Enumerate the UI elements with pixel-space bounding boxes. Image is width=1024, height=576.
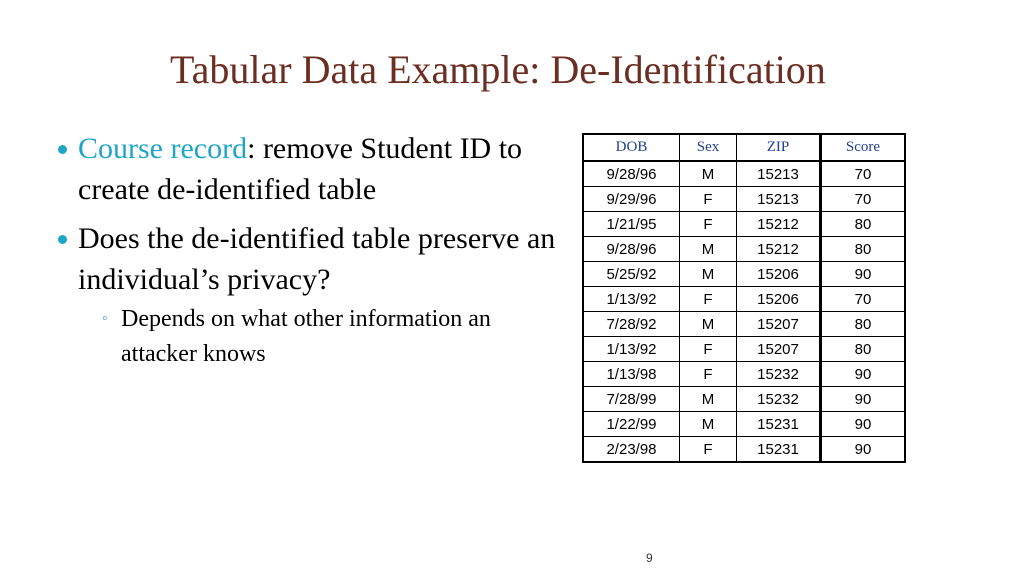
- bullet-list: [58, 128, 558, 372]
- cell-dob: 5/25/92: [583, 262, 680, 287]
- cell-zip: 15207: [737, 337, 821, 362]
- table-row: [583, 437, 905, 463]
- bullet-dot-icon: [58, 145, 67, 154]
- cell-zip: 15231: [737, 437, 821, 463]
- deidentified-table: [582, 133, 906, 463]
- cell-dob: 7/28/99: [583, 387, 680, 412]
- header-sex: Sex: [680, 134, 737, 161]
- cell-zip: 15213: [737, 161, 821, 187]
- cell-sex: M: [680, 161, 737, 187]
- cell-sex: M: [680, 387, 737, 412]
- header-dob: DOB: [583, 134, 680, 161]
- cell-sex: M: [680, 262, 737, 287]
- cell-dob: 9/29/96: [583, 187, 680, 212]
- table-row: [583, 161, 905, 187]
- table-row: [583, 387, 905, 412]
- cell-sex: F: [680, 287, 737, 312]
- cell-dob: 9/28/96: [583, 161, 680, 187]
- cell-sex: F: [680, 337, 737, 362]
- table-header-row: [583, 134, 905, 161]
- table-row: [583, 362, 905, 387]
- cell-dob: 2/23/98: [583, 437, 680, 463]
- table-row: [583, 262, 905, 287]
- cell-zip: 15212: [737, 237, 821, 262]
- cell-zip: 15232: [737, 362, 821, 387]
- cell-dob: 1/13/98: [583, 362, 680, 387]
- hollow-circle-icon: ◦: [102, 310, 108, 327]
- cell-score: 90: [821, 362, 906, 387]
- table-row: [583, 412, 905, 437]
- bullet-text: : remove Student ID to create de-identified table: [78, 132, 523, 206]
- bullet-course-record: [58, 128, 558, 210]
- cell-score: 70: [821, 161, 906, 187]
- bullet-privacy-question: [58, 218, 558, 372]
- table-row: [583, 212, 905, 237]
- cell-score: 70: [821, 287, 906, 312]
- table-row: [583, 187, 905, 212]
- bullet-dot-icon: [58, 235, 67, 244]
- cell-zip: 15206: [737, 262, 821, 287]
- cell-zip: 15207: [737, 312, 821, 337]
- cell-zip: 15213: [737, 187, 821, 212]
- cell-sex: F: [680, 437, 737, 463]
- bullet-text: Does the de-identified table preserve an individual’s privacy?: [78, 222, 556, 296]
- cell-dob: 1/13/92: [583, 337, 680, 362]
- cell-sex: F: [680, 187, 737, 212]
- cell-score: 80: [821, 237, 906, 262]
- cell-dob: 7/28/92: [583, 312, 680, 337]
- sub-bullet-text: Depends on what other information an attacker knows: [121, 306, 491, 367]
- cell-sex: M: [680, 312, 737, 337]
- cell-zip: 15232: [737, 387, 821, 412]
- cell-zip: 15212: [737, 212, 821, 237]
- sub-bullet: [102, 302, 558, 372]
- table-row: [583, 287, 905, 312]
- cell-sex: M: [680, 237, 737, 262]
- cell-dob: 9/28/96: [583, 237, 680, 262]
- cell-sex: F: [680, 212, 737, 237]
- table-body: [583, 161, 905, 462]
- table-row: [583, 237, 905, 262]
- table-row: [583, 312, 905, 337]
- cell-dob: 1/21/95: [583, 212, 680, 237]
- header-score: Score: [821, 134, 906, 161]
- cell-score: 80: [821, 312, 906, 337]
- cell-sex: F: [680, 362, 737, 387]
- cell-score: 90: [821, 412, 906, 437]
- cell-sex: M: [680, 412, 737, 437]
- cell-dob: 1/13/92: [583, 287, 680, 312]
- cell-zip: 15231: [737, 412, 821, 437]
- cell-dob: 1/22/99: [583, 412, 680, 437]
- page-number: 9: [646, 551, 653, 565]
- cell-score: 80: [821, 337, 906, 362]
- cell-score: 80: [821, 212, 906, 237]
- table-row: [583, 337, 905, 362]
- cell-score: 70: [821, 187, 906, 212]
- cell-zip: 15206: [737, 287, 821, 312]
- cell-score: 90: [821, 387, 906, 412]
- bullet-accent-text: Course record: [78, 132, 248, 165]
- slide-title: Tabular Data Example: De-Identification: [170, 47, 826, 92]
- cell-score: 90: [821, 262, 906, 287]
- cell-score: 90: [821, 437, 906, 463]
- header-zip: ZIP: [737, 134, 821, 161]
